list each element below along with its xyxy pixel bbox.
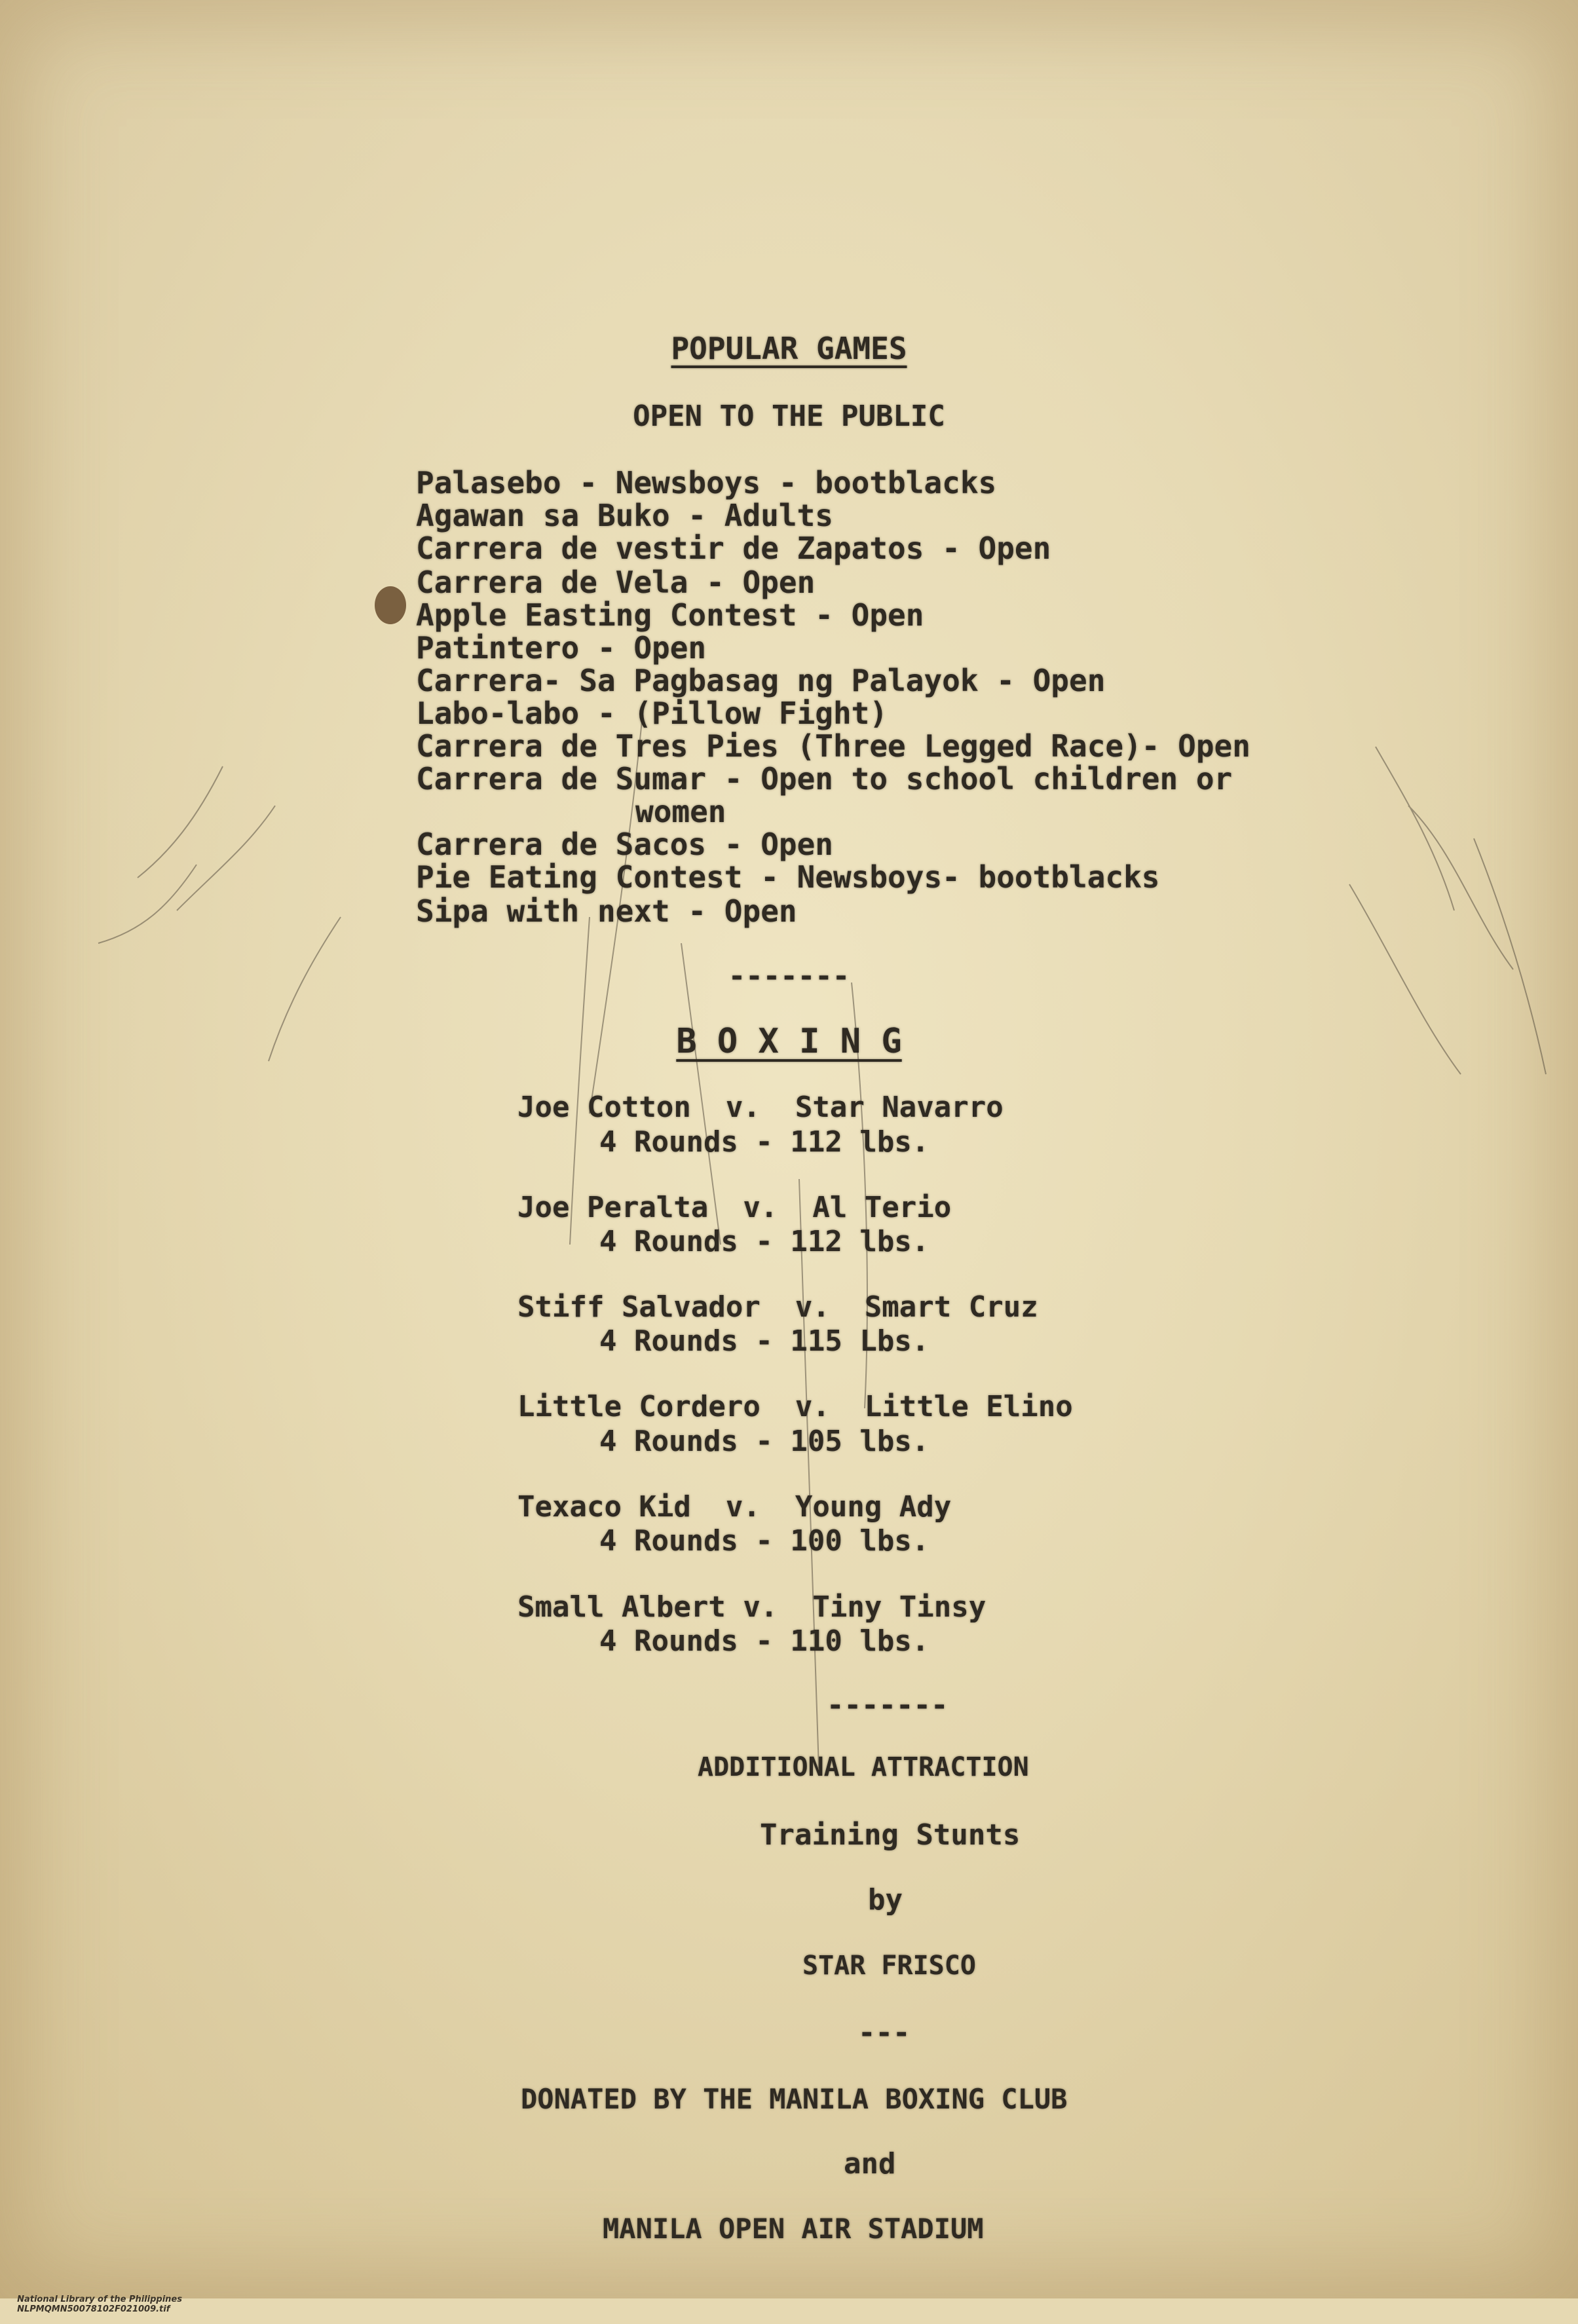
bout-details: 4 Rounds - 110 lbs.: [599, 1624, 930, 1658]
bout-match: Joe Cotton v. Star Navarro: [517, 1091, 1004, 1124]
bout-details: 4 Rounds - 115 Lbs.: [599, 1324, 930, 1358]
divider: -------: [728, 960, 850, 993]
bout-details: 4 Rounds - 112 lbs.: [599, 1125, 930, 1159]
short-divider: ---: [858, 2016, 911, 2050]
list-item: Labo-labo - (Pillow Fight): [416, 696, 888, 731]
and-line: and: [844, 2147, 896, 2181]
list-item: Carrera- Sa Pagbasag ng Palayok - Open: [416, 663, 1106, 698]
list-item: Carrera de Tres Pies (Three Legged Race)- Open: [416, 728, 1250, 764]
divider: -------: [827, 1689, 949, 1722]
bout-match: Texaco Kid v. Young Ady: [517, 1490, 952, 1524]
bout-match: Stiff Salvador v. Smart Cruz: [517, 1290, 1038, 1324]
bout-details: 4 Rounds - 100 lbs.: [599, 1524, 930, 1558]
list-item-continuation: women: [635, 794, 726, 829]
list-item: Carrera de vestir de Zapatos - Open: [416, 531, 1051, 566]
list-item: Palasebo - Newsboys - bootblacks: [416, 465, 997, 500]
bout-match: Small Albert v. Tiny Tinsy: [517, 1590, 986, 1624]
list-item: Sipa with next - Open: [416, 893, 797, 929]
page-subtitle: OPEN TO THE PUBLIC: [633, 400, 945, 433]
archive-footer: [5, 2285, 194, 2324]
bout-details: 4 Rounds - 112 lbs.: [599, 1225, 930, 1258]
donated-by: DONATED BY THE MANILA BOXING CLUB: [521, 2083, 1068, 2115]
list-item: Carrera de Sacos - Open: [416, 827, 833, 862]
by-line: by: [868, 1883, 903, 1917]
page-title: POPULAR GAMES: [671, 331, 907, 366]
list-item: Carrera de Vela - Open: [416, 565, 816, 600]
additional-attraction: ADDITIONAL ATTRACTION: [698, 1752, 1029, 1782]
performer-name: STAR FRISCO: [802, 1951, 976, 1981]
bout-details: 4 Rounds - 105 lbs.: [599, 1425, 930, 1458]
list-item: Apple Easting Contest - Open: [416, 597, 924, 633]
list-item: Carrera de Sumar - Open to school children or: [416, 761, 1233, 797]
bout-match: Little Cordero v. Little Elino: [517, 1390, 1073, 1423]
ink-blot: [375, 586, 406, 624]
bout-match: Joe Peralta v. Al Terio: [517, 1191, 952, 1224]
training-stunts: Training Stunts: [760, 1818, 1021, 1852]
list-item: Agawan sa Buko - Adults: [416, 498, 833, 533]
file-id: NLPMQMN50078102F021009.tif: [17, 2304, 170, 2314]
library-credit: National Library of the Philippines: [17, 2295, 182, 2304]
list-item: Patintero - Open: [416, 630, 707, 665]
stadium-name: MANILA OPEN AIR STADIUM: [603, 2213, 984, 2245]
boxing-heading: B O X I N G: [676, 1022, 902, 1061]
list-item: Pie Eating Contest - Newsboys- bootblacks: [416, 859, 1160, 895]
